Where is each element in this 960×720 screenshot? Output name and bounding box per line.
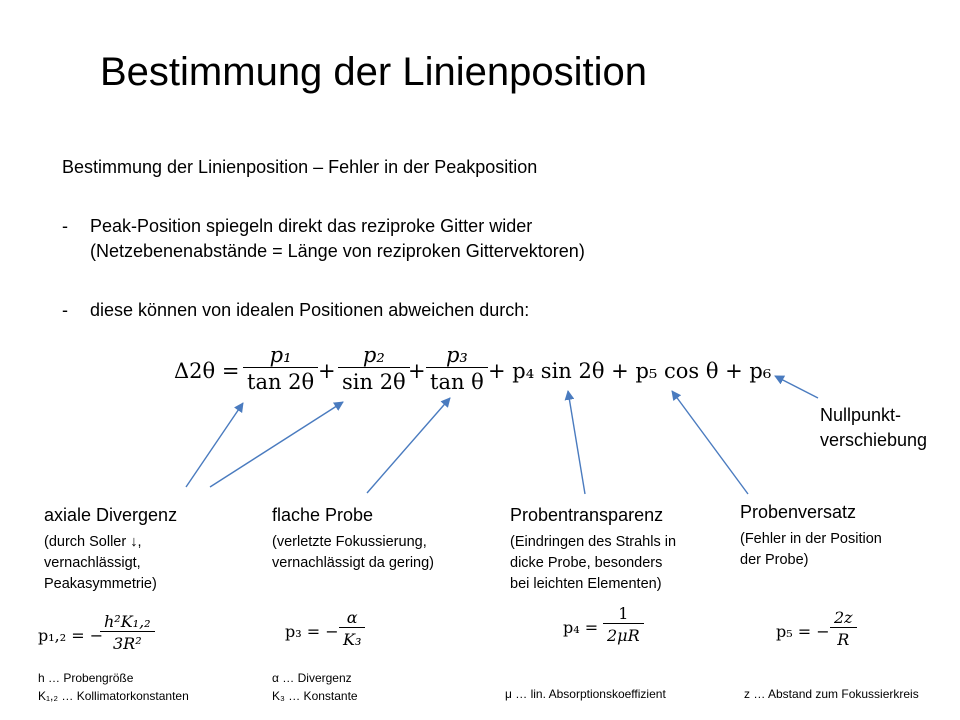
section-heading: Bestimmung der Linienposition – Fehler in der Peakposition (62, 157, 538, 177)
axial-divergence-sub-3: Peakasymmetrie) (44, 576, 157, 592)
formula-tail: + p₄ sin 2θ + p₅ cos θ + p₆ (488, 359, 772, 383)
bullet-marker: - (62, 300, 68, 320)
note-k12: K₁,₂ … Kollimatorkonstanten (38, 689, 189, 703)
flat-sample-sub-2: vernachlässigt da gering) (272, 555, 435, 571)
arrow-axial-to-term1 (186, 403, 243, 487)
axial-divergence-sub-2: vernachlässigt, (44, 555, 141, 571)
bullet-1-line-1: - Peak-Position spiegeln direkt das reziproke Gitter wider (62, 216, 533, 236)
p5-fraction: $\frac{2z}{R}$ (830, 608, 857, 649)
p4-fraction: $\frac{1}{2\mu R}$ (603, 604, 644, 645)
formula-term-2: $\frac{\text{p₂}}{\sin 2\theta}$ (338, 343, 410, 394)
p12-fraction: $\frac{\text{h²K₁,₂}}{\text{3R²}}$ (100, 612, 155, 653)
slide-title: Bestimmung der Linienposition (100, 50, 647, 94)
formula-lhs: Δ2θ = (174, 359, 240, 383)
arrow-axial-to-term2 (210, 402, 343, 487)
displacement-label: Probenversatz (740, 502, 857, 522)
note-mu: μ … lin. Absorptionskoeffizient (505, 687, 666, 701)
flat-sample-sub-1: (verletzte Fokussierung, (272, 534, 427, 550)
transparency-label: Probentransparenz (510, 505, 664, 525)
note-k3: K₃ … Konstante (272, 689, 358, 703)
note-z: z … Abstand zum Fokussierkreis (744, 687, 919, 701)
note-alpha: α … Divergenz (272, 671, 352, 685)
arrow-nullpunkt-to-p6 (775, 376, 818, 398)
p4-lhs: p₄ = (563, 618, 599, 637)
p12-lhs: p₁,₂ = − (38, 626, 104, 645)
arrow-transparenz-to-p4 (568, 391, 585, 494)
formula-plus-1: + (318, 359, 336, 383)
formula-term-3: $\frac{\text{p₃}}{\text{tan θ}}$ (426, 343, 488, 394)
nullpunkt-label-line-1: Nullpunkt- (820, 405, 902, 425)
bullet-marker: - (62, 216, 68, 236)
displacement-sub-2: der Probe) (740, 552, 809, 568)
bullet-2-line-1: - diese können von idealen Positionen abweichen durch: (62, 300, 530, 320)
formula-plus-2: + (408, 359, 426, 383)
arrow-flach-to-term3 (367, 398, 450, 493)
flat-sample-label: flache Probe (272, 505, 374, 525)
transparency-sub-1: (Eindringen des Strahls in (510, 534, 677, 550)
bullet-1-line-2: (Netzebenenabstände = Länge von reziproken Gittervektoren) (90, 241, 585, 261)
arrow-versatz-to-p5 (672, 391, 748, 494)
p5-lhs: p₅ = − (776, 622, 830, 641)
formula-term-1: $\frac{\text{p₁}}{\tan 2\theta}$ (243, 343, 318, 394)
displacement-sub-1: (Fehler in der Position (740, 531, 882, 547)
axial-divergence-sub-1: (durch Soller ↓, (44, 534, 142, 550)
transparency-sub-3: bei leichten Elementen) (510, 576, 662, 592)
axial-divergence-label: axiale Divergenz (44, 505, 178, 525)
nullpunkt-label-line-2: verschiebung (820, 430, 928, 450)
p3-fraction: $\frac{\alpha}{\text{K₃}}$ (339, 608, 365, 649)
p3-lhs: p₃ = − (285, 622, 339, 641)
transparency-sub-2: dicke Probe, besonders (510, 555, 663, 571)
note-h: h … Probengröße (38, 671, 134, 685)
